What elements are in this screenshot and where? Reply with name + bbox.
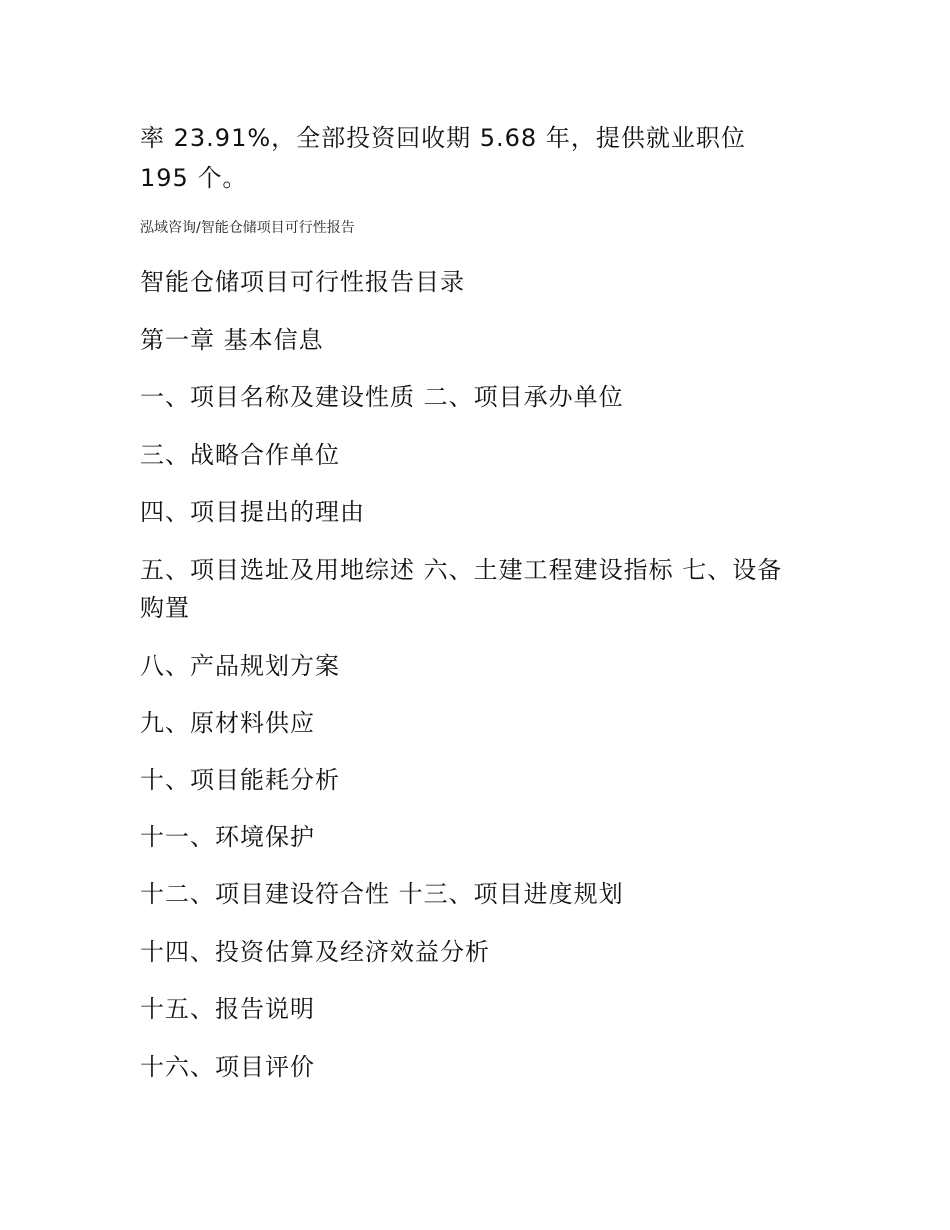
intro-text-line-2: 195 个。: [140, 164, 248, 192]
toc-item: 九、原材料供应: [140, 709, 315, 737]
toc-item: 五、项目选址及用地综述 六、土建工程建设指标 七、设备: [140, 556, 783, 584]
toc-item: 八、产品规划方案: [140, 652, 340, 680]
source-note: 泓域咨询/智能仓储项目可行性报告: [140, 220, 355, 236]
intro-text-line-1: 率 23.91%，全部投资回收期 5.68 年，提供就业职位: [140, 124, 746, 152]
toc-item: 十六、项目评价: [140, 1053, 315, 1081]
toc-item: 十五、报告说明: [140, 995, 315, 1023]
toc-item: 十二、项目建设符合性 十三、项目进度规划: [140, 880, 624, 908]
toc-item: 十、项目能耗分析: [140, 766, 340, 794]
toc-item: 一、项目名称及建设性质 二、项目承办单位: [140, 383, 624, 411]
toc-item-continuation: 购置: [140, 594, 190, 622]
toc-item: 三、战略合作单位: [140, 441, 340, 469]
toc-item: 十一、环境保护: [140, 823, 315, 851]
chapter-title: 第一章 基本信息: [140, 326, 324, 354]
toc-item: 十四、投资估算及经济效益分析: [140, 938, 490, 966]
toc-item: 四、项目提出的理由: [140, 498, 365, 526]
toc-title: 智能仓储项目可行性报告目录: [140, 268, 465, 296]
